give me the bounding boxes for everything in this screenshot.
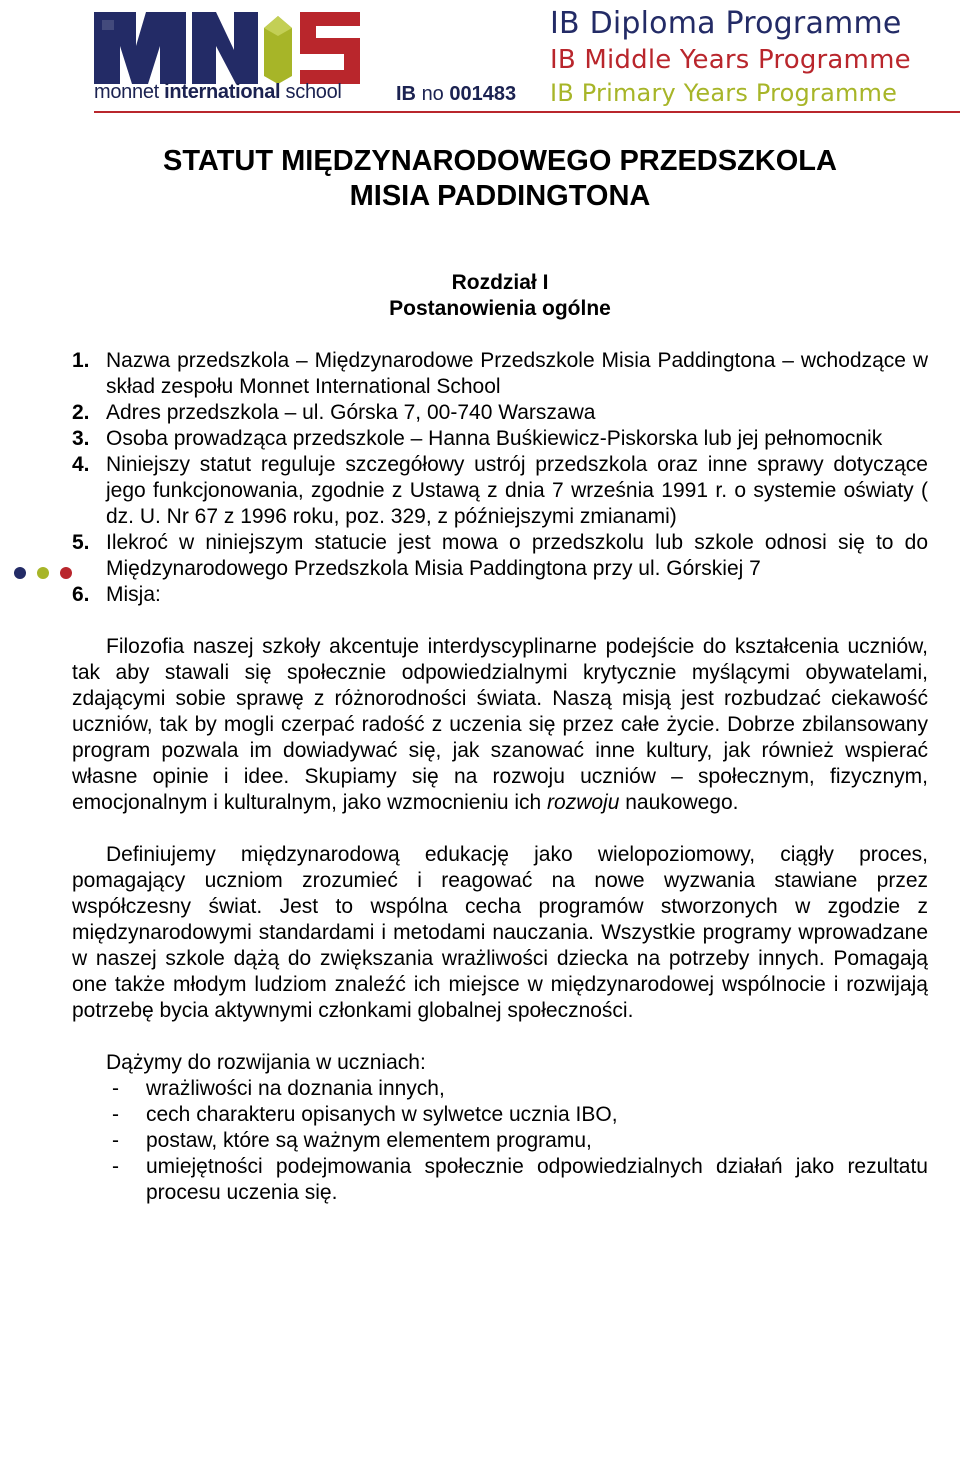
list-item <box>72 1102 928 1128</box>
list-item <box>72 1154 928 1206</box>
list-item <box>72 452 928 530</box>
mission-paragraph: Filozofia naszej szkoły akcentuje interdyscyplinarne podejście do kształcenia uczniów, tak aby stawali się społecznie odpowiedzialnymi krytycznie myślącymi obywatelami, zdającymi sobie sprawę z różnorodności świata. Naszą misją jest rozbudzać ciekawość uczniów, tak by mogli czerpać radość z uczenia się przez całe życie. Dobrze zbilansowany program pozwala im dowiadywać się, jak szanować inne kultury, jak również wspierać własne opinie i idee. Skupiamy się na rozwoju uczniów – społecznym, fizycznym, emocjonalnym i kulturalnym, jako wzmocnieniu ich rozwoju naukowego. <box>72 635 928 814</box>
programme-primary-years: IB Primary Years Programme <box>550 79 898 107</box>
item-text: Misja: <box>106 583 161 606</box>
list-item <box>72 400 928 426</box>
list-item <box>72 1128 928 1154</box>
goal-text: postaw, które są ważnym elementem programu, <box>146 1129 592 1152</box>
chapter-number: Rozdział I <box>451 271 549 294</box>
dash-bullet: - <box>112 1077 119 1100</box>
item-number: 1. <box>72 349 90 372</box>
monnet-logo-icon <box>94 6 364 84</box>
dot-red <box>60 567 72 579</box>
item-text: Osoba prowadząca przedszkole – Hanna Buśkiewicz-Piskorska lub jej pełnomocnik <box>106 427 883 450</box>
dash-bullet: - <box>112 1129 119 1152</box>
item-text: Nazwa przedszkola – Międzynarodowe Przedszkole Misia Paddingtona – wchodzące w skład zespołu Monnet International School <box>106 349 928 398</box>
item-text: Ilekroć w niniejszym statucie jest mowa o przedszkolu lub szkole odnosi się to do Międzynarodowego Przedszkola Misia Paddingtona przy ul. Górskiej 7 <box>106 531 928 580</box>
ib-school-number: IB no 001483 <box>396 83 517 105</box>
margin-dots-icon <box>14 566 78 580</box>
document-title <box>0 144 960 214</box>
goal-text: cech charakteru opisanych w sylwetce ucznia IBO, <box>146 1103 618 1126</box>
item-number: 6. <box>72 583 90 606</box>
item-text: Adres przedszkola – ul. Górska 7, 00-740 Warszawa <box>106 401 596 424</box>
document-title-line-2: MISIA PADDINGTONA <box>349 180 651 212</box>
item-number: 4. <box>72 453 90 476</box>
item-text: Niniejszy statut reguluje szczegółowy ustrój przedszkola oraz inne sprawy dotyczące jego funkcjonowania, zgodnie z Ustawą z dnia 7 września 1991 r. o systemie oświaty ( dz. U. Nr 67 z 1996 roku, poz. 329, z późniejszymi zmianami) <box>106 453 928 528</box>
item-number: 2. <box>72 401 90 424</box>
goal-text: wrażliwości na doznania innych, <box>146 1077 445 1100</box>
goal-text: umiejętności podejmowania społecznie odpowiedzialnych działań jako rezultatu procesu uczenia się. <box>146 1155 928 1204</box>
dot-green <box>37 567 49 579</box>
list-item <box>72 1076 928 1102</box>
education-paragraph: Definiujemy międzynarodową edukację jako wielopoziomowy, ciągły proces, pomagający uczniom zrozumieć i reagować na nowe wyzwania stawiane przez współczesny świat. Jest to wspólna cecha programów stworzonych w zgodzie z międzynarodowymi standardami i metodami nauczania. Wszystkie programy wprowadzane w naszej szkole dążą do zwiększania wrażliwości dziecka na potrzeby innych. Pomagają one także młodym ludziom znaleźć ich miejsce w międzynarodowej wspólnocie i rozwijają potrzebę bycia aktywnymi członkami globalnej społeczności. <box>72 843 928 1022</box>
list-item <box>72 530 928 582</box>
dash-bullet: - <box>112 1155 119 1178</box>
goals-intro: Dążymy do rozwijania w uczniach: <box>106 1051 426 1074</box>
header-divider <box>94 111 960 113</box>
item-number: 5. <box>72 531 90 554</box>
programme-middle-years: IB Middle Years Programme <box>550 45 911 75</box>
programme-diploma: IB Diploma Programme <box>550 6 902 41</box>
list-item <box>72 348 928 400</box>
chapter-title: Postanowienia ogólne <box>389 297 611 320</box>
page-header <box>0 0 960 118</box>
item-number: 3. <box>72 427 90 450</box>
document-title-line-1: STATUT MIĘDZYNARODOWEGO PRZEDSZKOLA <box>163 145 837 177</box>
document-body <box>72 348 928 1206</box>
school-name-logo-text: monnet international school <box>94 81 342 103</box>
goals-list <box>72 1076 928 1206</box>
provisions-list <box>72 348 928 608</box>
dot-navy <box>14 567 26 579</box>
list-item <box>72 582 928 608</box>
chapter-heading <box>0 270 960 322</box>
dash-bullet: - <box>112 1103 119 1126</box>
list-item <box>72 426 928 452</box>
